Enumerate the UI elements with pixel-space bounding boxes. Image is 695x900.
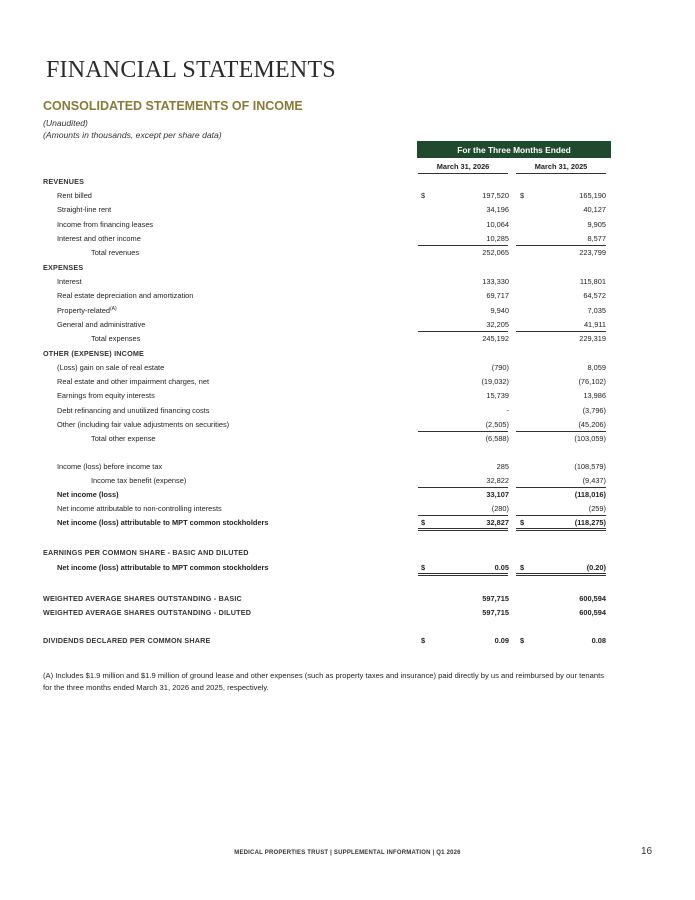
- total-double-rule: [516, 573, 606, 576]
- value-2026: 0.09: [494, 636, 509, 645]
- table-row: [43, 318, 611, 332]
- currency-symbol: $: [520, 191, 525, 200]
- section-header-revenues: [43, 175, 611, 189]
- table-row-total: [43, 332, 611, 346]
- value-2025: (103,059): [574, 434, 606, 443]
- row-label: Rent billed: [57, 191, 92, 200]
- table-row: [43, 289, 611, 303]
- row-label: Net income (loss) attributable to MPT common stockholders: [57, 518, 269, 527]
- row-label: Interest: [57, 277, 82, 286]
- row-label: Straight-line rent: [57, 205, 112, 214]
- column-header-2026: March 31, 2026: [436, 162, 490, 171]
- value-2025: (45,206): [578, 420, 606, 429]
- value-2025: 7,035: [587, 306, 606, 315]
- value-2026: 133,330: [482, 277, 509, 286]
- table-row: [43, 189, 611, 203]
- section-header-expenses: [43, 261, 611, 275]
- table-row: [43, 474, 611, 488]
- value-2025: 64,572: [583, 291, 606, 300]
- value-2026: 285: [496, 462, 509, 471]
- table-row-shares-basic: [43, 592, 611, 606]
- table-row: [43, 418, 611, 432]
- row-label: Real estate depreciation and amortization: [57, 291, 194, 300]
- row-label: Net income attributable to non-controlling interests: [57, 504, 222, 513]
- column-header-2025: March 31, 2025: [534, 162, 588, 171]
- section-header-other: [43, 347, 611, 361]
- total-double-rule: [418, 573, 508, 576]
- table-row-net-income-mpt: [43, 516, 611, 530]
- footnote-marker: (A): [110, 306, 117, 312]
- currency-symbol: $: [520, 518, 525, 527]
- value-2025: 600,594: [579, 594, 606, 603]
- value-2025: (0.20): [586, 563, 606, 572]
- row-label: Real estate and other impairment charges, net: [57, 377, 210, 386]
- value-2025: 229,319: [579, 334, 606, 343]
- row-label: OTHER (EXPENSE) INCOME: [43, 349, 145, 358]
- value-2025: 13,986: [583, 391, 606, 400]
- row-label: EXPENSES: [43, 263, 84, 272]
- row-label: DIVIDENDS DECLARED PER COMMON SHARE: [43, 636, 211, 645]
- amounts-note: (Amounts in thousands, except per share data): [43, 130, 222, 140]
- table-row-total: [43, 246, 611, 260]
- value-2026: 245,192: [482, 334, 509, 343]
- row-label: Total expenses: [91, 334, 141, 343]
- row-label: Income from financing leases: [57, 220, 154, 229]
- row-label: General and administrative: [57, 320, 146, 329]
- value-2025: 600,594: [579, 608, 606, 617]
- value-2026: (19,032): [481, 377, 509, 386]
- currency-symbol: $: [421, 636, 426, 645]
- value-2026: 69,717: [486, 291, 509, 300]
- table-row: [43, 275, 611, 289]
- value-2026: (280): [491, 504, 509, 513]
- table-row-dividends: [43, 634, 611, 648]
- value-2026: (6,588): [485, 434, 509, 443]
- value-2026: (790): [491, 363, 509, 372]
- value-2026: 15,739: [486, 391, 509, 400]
- row-label: Income tax benefit (expense): [91, 476, 187, 485]
- value-2025: (108,579): [574, 462, 606, 471]
- table-row: [43, 404, 611, 418]
- value-2025: (118,016): [574, 490, 606, 499]
- row-label: Income (loss) before income tax: [57, 462, 163, 471]
- value-2025: 0.08: [591, 636, 606, 645]
- currency-symbol: $: [520, 636, 525, 645]
- value-2025: (76,102): [578, 377, 606, 386]
- page-title: FINANCIAL STATEMENTS: [46, 57, 336, 83]
- table-row-net-income: [43, 488, 611, 502]
- row-label: [57, 306, 117, 315]
- column-header-rule: [418, 173, 508, 174]
- row-label: Total revenues: [91, 248, 140, 257]
- statement-title: CONSOLIDATED STATEMENTS OF INCOME: [43, 99, 303, 113]
- table-row: [43, 502, 611, 516]
- value-2025: 8,059: [587, 363, 606, 372]
- currency-symbol: $: [520, 563, 525, 572]
- table-row: [43, 460, 611, 474]
- value-2025: 8,577: [587, 234, 606, 243]
- row-label: Net income (loss) attributable to MPT common stockholders: [57, 563, 269, 572]
- value-2026: 0.05: [494, 563, 509, 572]
- row-label: EARNINGS PER COMMON SHARE - BASIC AND DILUTED: [43, 548, 249, 557]
- table-row: [43, 304, 611, 318]
- total-double-rule: [418, 528, 508, 531]
- section-header-eps: [43, 546, 611, 560]
- table-row: [43, 203, 611, 217]
- page-number: 16: [641, 846, 653, 857]
- row-label: (Loss) gain on sale of real estate: [57, 363, 165, 372]
- value-2026: 34,196: [486, 205, 509, 214]
- row-label: Interest and other income: [57, 234, 141, 243]
- table-row: [43, 218, 611, 232]
- value-2025: 40,127: [583, 205, 606, 214]
- table-row: [43, 375, 611, 389]
- value-2026: -: [506, 406, 509, 415]
- value-2026: 32,822: [486, 476, 509, 485]
- table-row-eps: [43, 561, 611, 575]
- value-2026: 597,715: [482, 608, 509, 617]
- total-double-rule: [516, 528, 606, 531]
- value-2025: (9,437): [582, 476, 606, 485]
- value-2025: 115,801: [579, 277, 606, 286]
- value-2025: (118,275): [574, 518, 606, 527]
- value-2025: (3,796): [582, 406, 606, 415]
- value-2025: 223,799: [579, 248, 606, 257]
- column-header-rule: [516, 173, 606, 174]
- period-header: For the Three Months Ended: [417, 141, 611, 158]
- row-label: Debt refinancing and unutilized financing costs: [57, 406, 210, 415]
- table-row: [43, 361, 611, 375]
- row-label: Other (including fair value adjustments on securities): [57, 420, 230, 429]
- value-2026: 9,940: [490, 306, 509, 315]
- row-label: WEIGHTED AVERAGE SHARES OUTSTANDING - BASIC: [43, 594, 242, 603]
- page-footer: MEDICAL PROPERTIES TRUST | SUPPLEMENTAL INFORMATION | Q1 2026: [234, 850, 461, 856]
- value-2025: (259): [588, 504, 606, 513]
- value-2026: (2,505): [485, 420, 509, 429]
- value-2025: 165,190: [579, 191, 606, 200]
- table-row-total: [43, 432, 611, 446]
- value-2026: 10,285: [486, 234, 509, 243]
- row-label: Total other expense: [91, 434, 156, 443]
- value-2026: 597,715: [482, 594, 509, 603]
- table-row: [43, 232, 611, 246]
- currency-symbol: $: [421, 563, 426, 572]
- value-2025: 9,905: [587, 220, 606, 229]
- row-label-text: Property-related: [57, 306, 110, 315]
- table-row: [43, 389, 611, 403]
- value-2026: 197,520: [482, 191, 509, 200]
- unaudited-note: (Unaudited): [43, 118, 88, 128]
- footnote-a: (A) Includes $1.9 million and $1.9 million of ground lease and other expenses (such as property taxes and insurance) paid directly by us and reimbursed by our tenants for the three months ended March 31, 2026 and 2025, respectively.: [43, 671, 604, 692]
- value-2026: 33,107: [486, 490, 509, 499]
- value-2026: 32,827: [486, 518, 509, 527]
- value-2025: 41,911: [583, 320, 606, 329]
- table-row-shares-diluted: [43, 606, 611, 620]
- value-2026: 252,065: [482, 248, 509, 257]
- row-label: REVENUES: [43, 177, 85, 186]
- currency-symbol: $: [421, 191, 426, 200]
- currency-symbol: $: [421, 518, 426, 527]
- row-label: WEIGHTED AVERAGE SHARES OUTSTANDING - DILUTED: [43, 608, 252, 617]
- row-label: Net income (loss): [57, 490, 119, 499]
- value-2026: 10,064: [486, 220, 509, 229]
- row-label: Earnings from equity interests: [57, 391, 155, 400]
- value-2026: 32,205: [486, 320, 509, 329]
